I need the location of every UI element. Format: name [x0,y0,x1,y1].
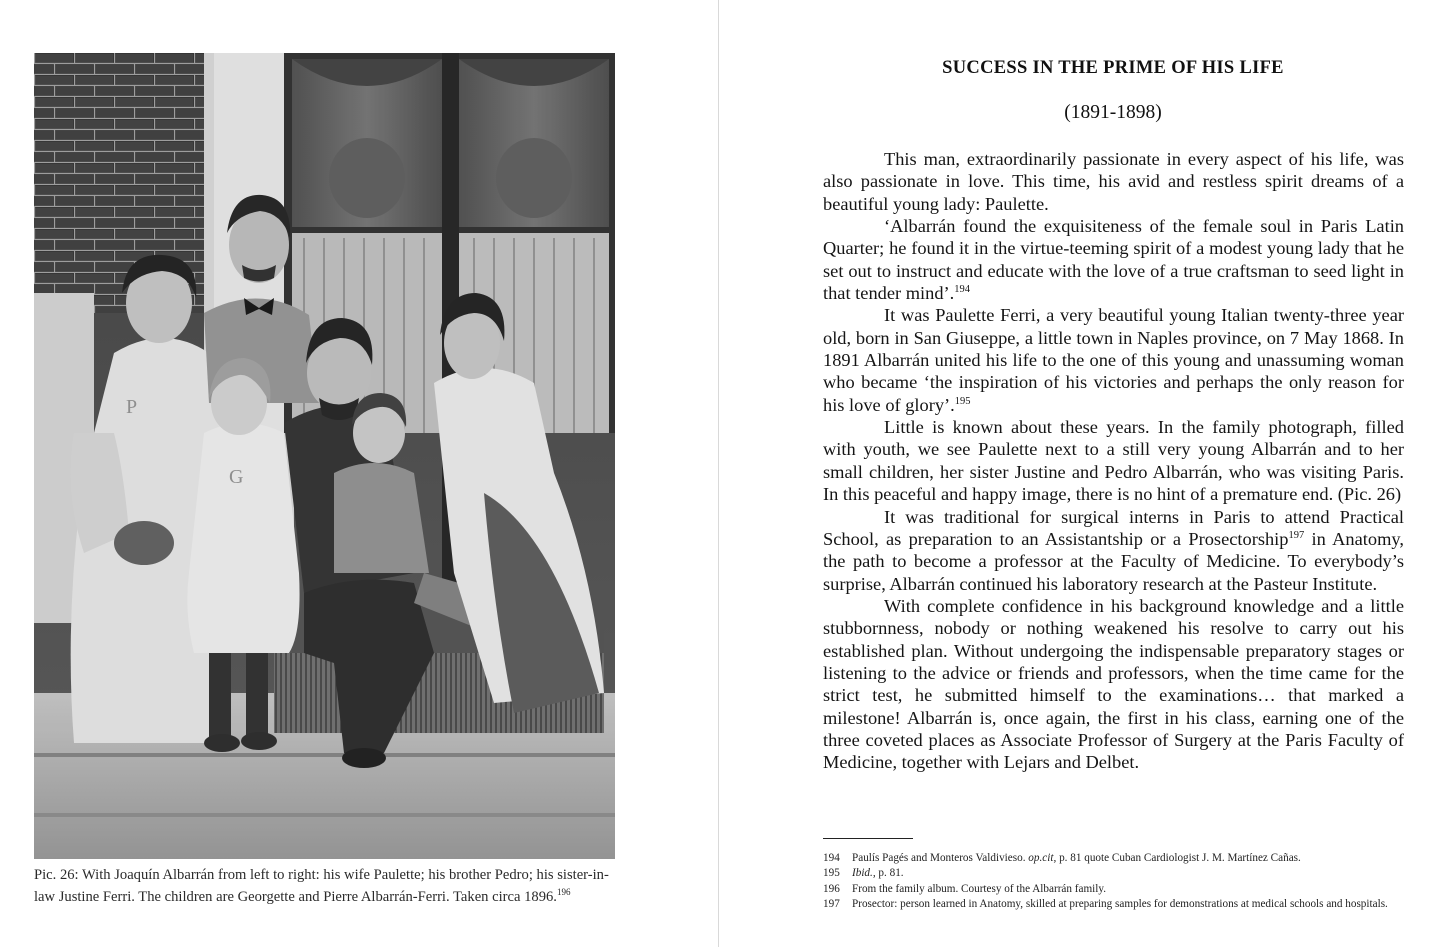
footnote-194: 194 Paulís Pagés and Monteros Valdivieso. op.cit, p. 81 quote Cuban Cardiologist J. M. Martínez Cañas. [823,852,1301,864]
footnote-195: 195 Ibid., p. 81. [823,867,904,880]
paragraph-1: This man, extraordinarily passionate in every aspect of his life, was also passionate in love. This time, his avid and restless spirit dreams of a beautiful young lady: Paulette. [823,149,1404,214]
paragraph-4: Little is known about these years. In the family photograph, filled with youth, we see Paulette next to a still very young Albarrán and to her small children, her sister Justine and Pedro Albarrán, who was visiting Paris. In this peaceful and happy image, there is no hint of a premature end. (Pic. 26) [823,417,1404,505]
paragraph-5: It was traditional for surgical interns in Paris to attend Practical School, as preparation to an Assistantship or a Prosectorship$^{197}$ in Anatomy, the path to become a professor at the Faculty of Medicine. To everybody’s surprise, Albarrán continued his laboratory research at the Pasteur Institute. [823,506,1404,594]
footnote-197: 197 Prosector: person learned in Anatomy, skilled at preparing samples for demonstrations at medical schools and hospitals. [823,898,1388,911]
dress-letter-p: P [126,396,138,418]
caption-note-ref: 196 [556,886,571,897]
footnote-ref-197: 197 [1288,529,1305,541]
footnote-ref-195: 195 [954,395,971,407]
paragraph-6: With complete confidence in his background knowledge and a little stubbornness, nobody or nothing weakened his resolve to carry out his established plan. Without undergoing the indispensable preparatory stages or listening to the advice or friends and professors, when the time came for the strict test, he submitted himself to the examinations… that marked a milestone! Albarrán is, once again, the first in his class, earning one of the three coveted places as Associate Professor of Surgery at the Paris Faculty of Medicine, together with Lejars and Delbet. [823,595,1404,773]
paragraph-2: ‘Albarrán found the exquisiteness of the female soul in Paris Latin Quarter; he found it in the virtue-teeming spirit of a modest young lady that he set out to instruct and educate with the love of a true craftsman to seed light in that tender mind’.$^{194}$ [823,216,1404,304]
family-photograph [34,53,615,859]
chapter-body [823,148,1404,774]
chapter-years: (1891-1898) [1064,102,1162,123]
paragraph-3: It was Paulette Ferri, a very beautiful young Italian twenty-three year old, born in San Giuseppe, a little town in Naples province, on 7 May 1868. In 1891 Albarrán united his life to the one of this young and unassuming woman who became ‘the inspiration of his victories and perhaps the only reason for his love of glory’.$^{195}$ [823,305,1404,415]
caption-text: Pic. 26: With Joaquín Albarrán from left to right: his wife Paulette; his brother Pedro; his sister-in-law Justine Ferri. The children are Georgette and Pierre Albarrán-Ferri. Taken circa 1896. [34,867,609,905]
dress-letter-g: G [229,466,244,488]
footnote-196: 196 From the family album. Courtesy of the Albarrán family. [823,882,1107,895]
footnotes [823,851,1405,913]
page-gutter [718,0,719,947]
family-photograph-image [34,53,615,859]
footnote-ref-194: 194 [954,283,970,295]
photo-caption [34,865,619,908]
chapter-title: SUCCESS IN THE PRIME OF HIS LIFE [942,58,1284,78]
footnote-separator [823,838,913,839]
